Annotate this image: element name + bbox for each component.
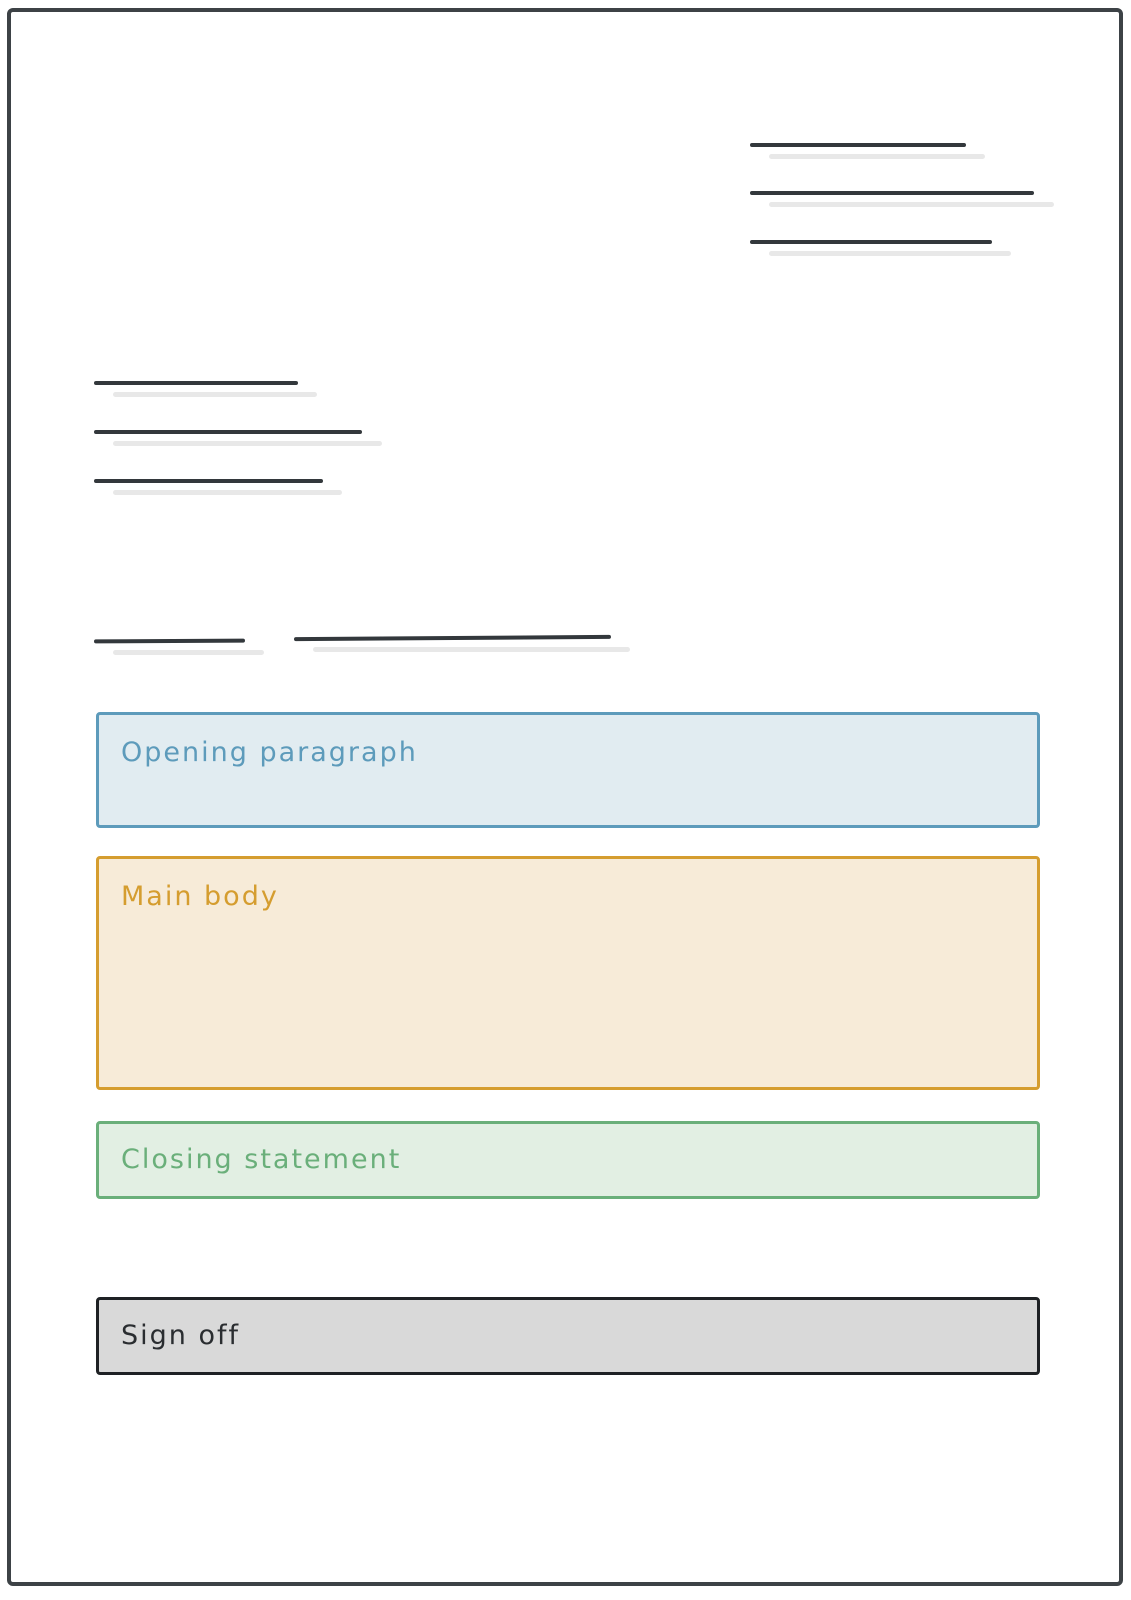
date-line (94, 639, 245, 644)
sender-line-1-shadow (769, 154, 985, 159)
main-body-section (96, 856, 1040, 1090)
recipient-line-3 (94, 479, 323, 483)
main-body-label: Main body (121, 881, 279, 912)
date-line-shadow (113, 650, 264, 655)
sender-line-3 (750, 240, 992, 244)
recipient-line-2 (94, 430, 362, 434)
recipient-line-3-shadow (113, 490, 342, 495)
sign-off-label: Sign off (121, 1320, 241, 1351)
sender-line-2-shadow (769, 202, 1054, 207)
closing-statement-section (96, 1121, 1040, 1199)
recipient-line-1-shadow (113, 392, 317, 397)
closing-statement-label: Closing statement (121, 1144, 402, 1175)
salutation-line-shadow (313, 647, 630, 652)
recipient-line-2-shadow (113, 441, 382, 446)
sender-line-2 (750, 191, 1034, 195)
opening-paragraph-section (96, 712, 1040, 828)
opening-paragraph-label: Opening paragraph (121, 737, 418, 768)
sender-line-3-shadow (769, 251, 1011, 256)
sign-off-section (96, 1297, 1040, 1375)
sender-line-1 (750, 143, 966, 147)
recipient-line-1 (94, 381, 298, 385)
